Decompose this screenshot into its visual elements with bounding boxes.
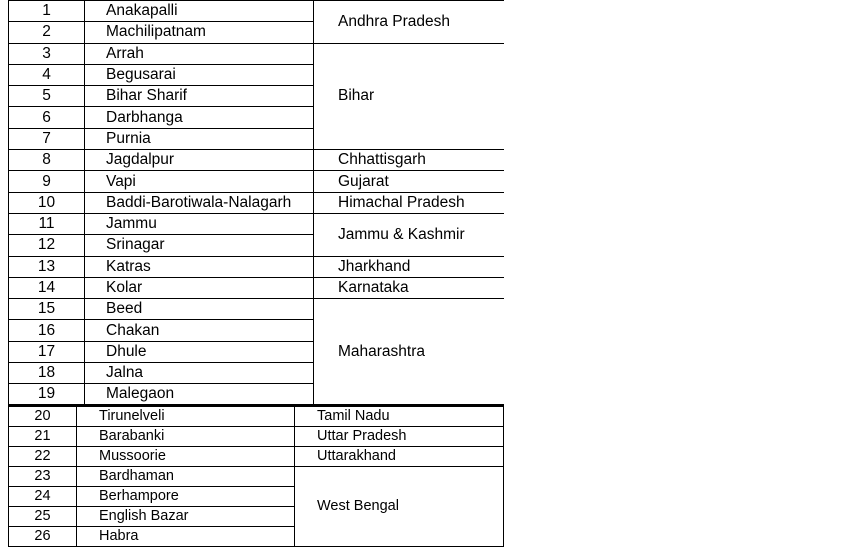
state-cell: Himachal Pradesh: [314, 192, 504, 213]
city-cell: Srinagar: [85, 235, 314, 256]
state-cell: Uttarakhand: [295, 447, 504, 467]
state-cell: Gujarat: [314, 171, 504, 192]
row-number: 7: [9, 128, 85, 149]
row-number: 15: [9, 299, 85, 320]
city-cell: Barabanki: [77, 427, 295, 447]
city-cell: Jalna: [85, 363, 314, 384]
state-cell: Karnataka: [314, 277, 504, 298]
city-cell: Malegaon: [85, 384, 314, 405]
table-divider: [8, 404, 504, 405]
table-row: [9, 213, 504, 234]
city-cell: Jammu: [85, 213, 314, 234]
state-cell: Jammu & Kashmir: [314, 213, 504, 256]
city-cell: Bardhaman: [77, 467, 295, 487]
row-number: 24: [9, 487, 77, 507]
table-row: [9, 43, 504, 64]
row-number: 5: [9, 86, 85, 107]
table-row: [9, 171, 504, 192]
row-number: 8: [9, 150, 85, 171]
row-number: 1: [9, 1, 85, 22]
row-number: 17: [9, 341, 85, 362]
row-number: 23: [9, 467, 77, 487]
table-row: [9, 256, 504, 277]
row-number: 11: [9, 213, 85, 234]
table-row: [9, 192, 504, 213]
row-number: 21: [9, 427, 77, 447]
row-number: 19: [9, 384, 85, 405]
row-number: 13: [9, 256, 85, 277]
city-cell: English Bazar: [77, 507, 295, 527]
row-number: 25: [9, 507, 77, 527]
row-number: 2: [9, 22, 85, 43]
row-number: 26: [9, 527, 77, 547]
table-row: [9, 467, 504, 487]
city-cell: Katras: [85, 256, 314, 277]
city-cell: Vapi: [85, 171, 314, 192]
row-number: 4: [9, 64, 85, 85]
row-number: 22: [9, 447, 77, 467]
row-number: 20: [9, 407, 77, 427]
table-row: [9, 1, 504, 22]
row-number: 16: [9, 320, 85, 341]
city-cell: Tirunelveli: [77, 407, 295, 427]
state-cell: West Bengal: [295, 467, 504, 547]
city-cell: Chakan: [85, 320, 314, 341]
state-cell: Jharkhand: [314, 256, 504, 277]
state-cell: Tamil Nadu: [295, 407, 504, 427]
city-cell: Arrah: [85, 43, 314, 64]
city-cell: Bihar Sharif: [85, 86, 314, 107]
city-cell: Anakapalli: [85, 1, 314, 22]
row-number: 6: [9, 107, 85, 128]
state-cell: Uttar Pradesh: [295, 427, 504, 447]
row-number: 18: [9, 363, 85, 384]
city-cell: Purnia: [85, 128, 314, 149]
state-cell: Andhra Pradesh: [314, 1, 504, 44]
city-cell: Mussoorie: [77, 447, 295, 467]
row-number: 10: [9, 192, 85, 213]
table-row: [9, 277, 504, 298]
city-cell: Dhule: [85, 341, 314, 362]
table-row: [9, 299, 504, 320]
table-row: [9, 150, 504, 171]
row-number: 14: [9, 277, 85, 298]
city-cell: Baddi-Barotiwala-Nalagarh: [85, 192, 314, 213]
city-state-table-top: [8, 0, 504, 406]
city-cell: Beed: [85, 299, 314, 320]
state-cell: Maharashtra: [314, 299, 504, 405]
table-row: [9, 407, 504, 427]
city-cell: Darbhanga: [85, 107, 314, 128]
state-cell: Chhattisgarh: [314, 150, 504, 171]
row-number: 3: [9, 43, 85, 64]
city-state-table-bottom: [8, 406, 504, 547]
row-number: 12: [9, 235, 85, 256]
city-cell: Habra: [77, 527, 295, 547]
table-row: [9, 447, 504, 467]
state-cell: Bihar: [314, 43, 504, 149]
city-cell: Berhampore: [77, 487, 295, 507]
city-cell: Machilipatnam: [85, 22, 314, 43]
city-cell: Jagdalpur: [85, 150, 314, 171]
city-cell: Kolar: [85, 277, 314, 298]
table-row: [9, 427, 504, 447]
city-cell: Begusarai: [85, 64, 314, 85]
row-number: 9: [9, 171, 85, 192]
